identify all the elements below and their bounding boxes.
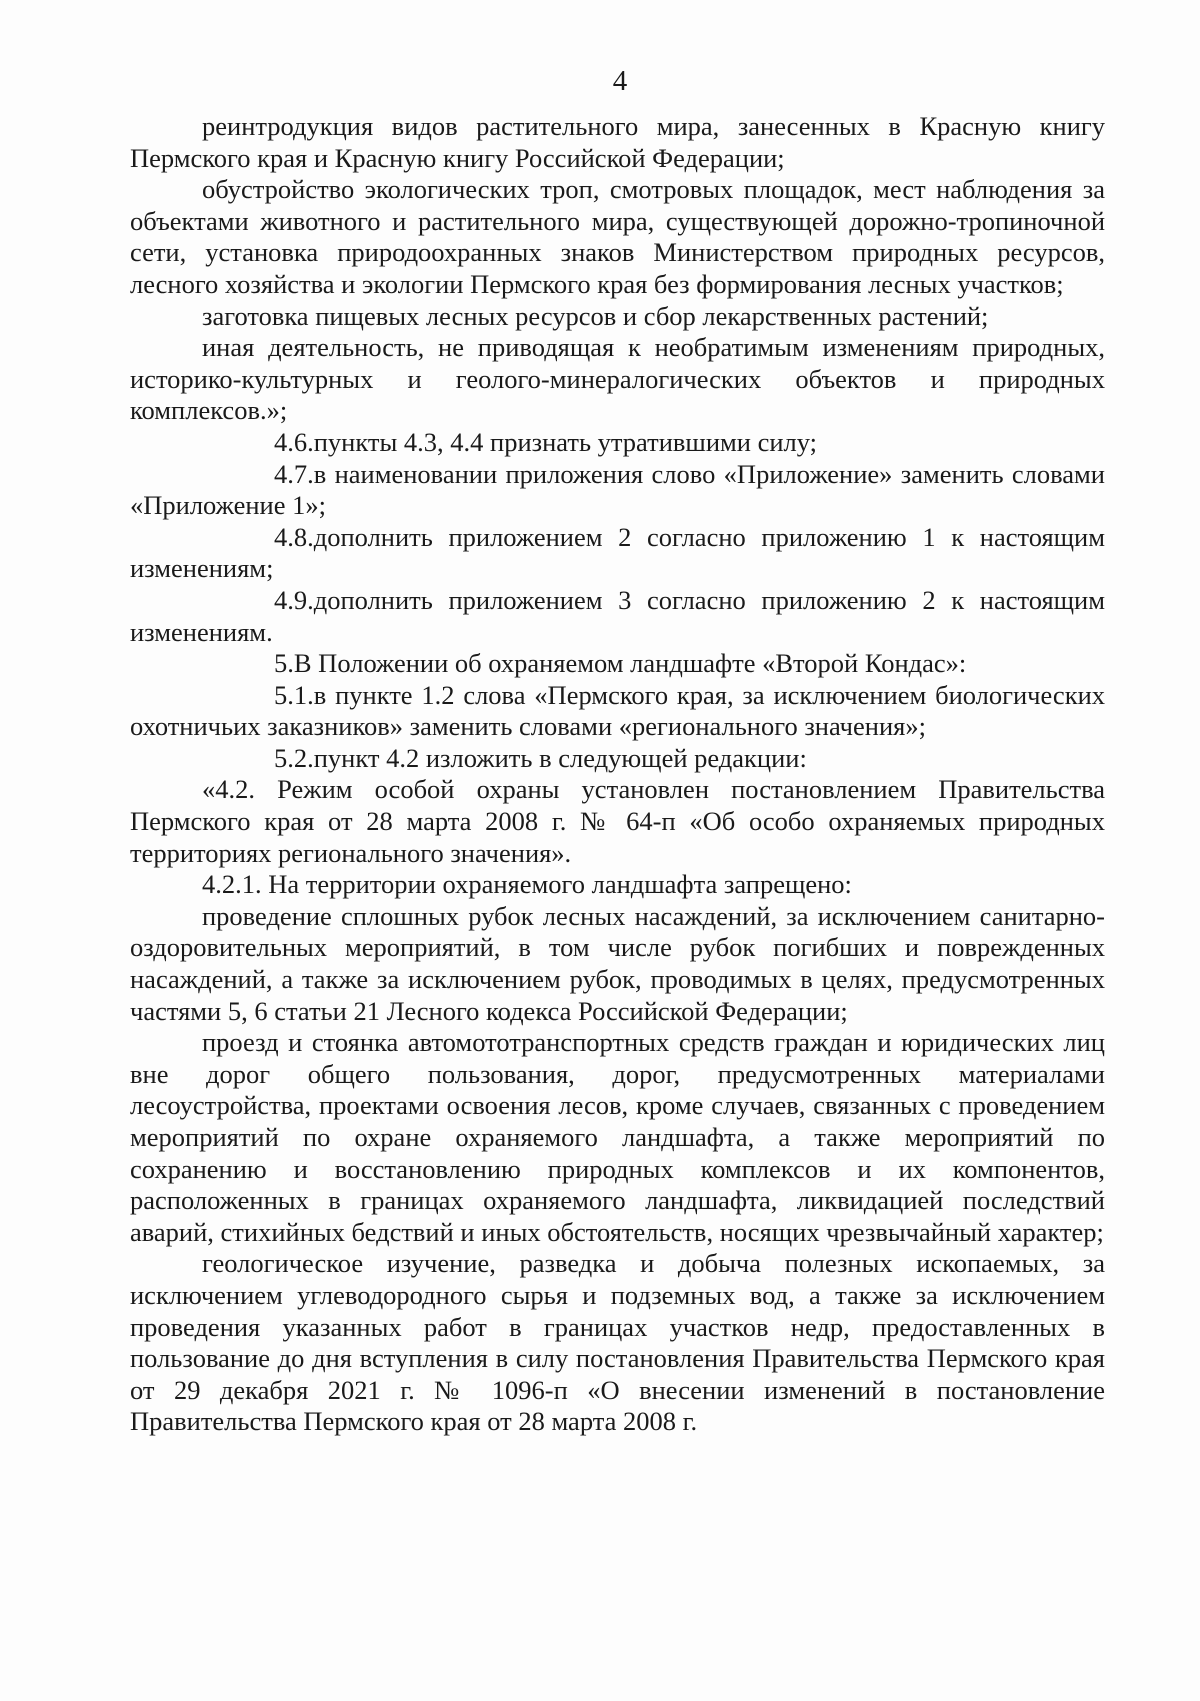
- paragraph-text: пункт 4.2 изложить в следующей редакции:: [313, 742, 807, 773]
- paragraph: [130, 332, 1105, 427]
- paragraph-number: 4.9.: [274, 584, 314, 615]
- paragraph-text: В Положении об охраняемом ландшафте «Второй Кондас»:: [293, 648, 967, 679]
- paragraph-number: 4.7.: [274, 458, 314, 489]
- paragraph-text: геологическое изучение, разведка и добыча полезных ископаемых, за исключением углеводородного сырья и подземных вод, а также за исключением проведения указанных работ в границах участков недр, предоставленных в пользование до дня вступления в силу постановления Правительства Пермского края от 29 декабря 2021 г. № 1096-п «О внесении изменений в постановление Правительства Пермского края от 28 марта 2008 г.: [130, 1248, 1105, 1437]
- paragraph: [130, 1248, 1105, 1438]
- paragraph: [130, 174, 1105, 300]
- paragraph-text: иная деятельность, не приводящая к необратимым изменениям природных, историко-культурных и геолого-минералогических объектов и природных комплексов.»;: [130, 332, 1105, 426]
- document-body: [130, 111, 1105, 1438]
- paragraph-text: 4.2.1. На территории охраняемого ландшафта запрещено:: [202, 869, 852, 900]
- paragraph-text: в пункте 1.2 слова «Пермского края, за исключением биологических охотничьих заказников» заменить словами «регионального значения»;: [130, 679, 1105, 742]
- numbered-paragraph: [130, 648, 1105, 680]
- paragraph-text: в наименовании приложения слово «Приложение» заменить словами «Приложение 1»;: [130, 458, 1105, 521]
- paragraph-text: реинтродукция видов растительного мира, занесенных в Красную книгу Пермского края и Красную книгу Российской Федерации;: [130, 111, 1105, 173]
- paragraph-text: пункты 4.3, 4.4 признать утратившими силу;: [313, 426, 818, 457]
- paragraph-number: 5.: [274, 648, 294, 679]
- paragraph: [130, 111, 1105, 174]
- paragraph-text: проведение сплошных рубок лесных насаждений, за исключением санитарно-оздоровительных мероприятий, в том числе рубок погибших и поврежденных насаждений, а также за исключением рубок, проводимых в целях, предусмотренных частями 5, 6 статьи 21 Лесного кодекса Российской Федерации;: [130, 900, 1105, 1026]
- numbered-paragraph: [130, 427, 1105, 459]
- numbered-paragraph: [130, 680, 1105, 743]
- paragraph: [130, 1027, 1105, 1248]
- paragraph-text: дополнить приложением 2 согласно приложению 1 к настоящим изменениям;: [130, 521, 1105, 584]
- numbered-paragraph: [130, 459, 1105, 522]
- paragraph: [130, 301, 1105, 333]
- paragraph-number: 5.2.: [274, 742, 314, 773]
- paragraph: [130, 774, 1105, 869]
- paragraph-number: 5.1.: [274, 679, 314, 710]
- paragraph-number: 4.8.: [274, 521, 314, 552]
- numbered-paragraph: [130, 585, 1105, 648]
- paragraph-text: проезд и стоянка автомототранспортных средств граждан и юридических лиц вне дорог общего пользования, дорог, предусмотренных материалами лесоустройства, проектами освоения лесов, кроме случаев, связанных с проведением мероприятий по охране охраняемого ландшафта, а также мероприятий по сохранению и восстановлению природных комплексов и их компонентов, расположенных в границах охраняемого ландшафта, ликвидацией последствий аварий, стихийных бедствий и иных обстоятельств, носящих чрезвычайный характер;: [130, 1027, 1105, 1247]
- paragraph: [130, 869, 1105, 901]
- page-number: 4: [612, 65, 628, 97]
- paragraph: [130, 901, 1105, 1027]
- numbered-paragraph: [130, 743, 1105, 775]
- paragraph-number: 4.6.: [274, 426, 314, 457]
- paragraph-text: дополнить приложением 3 согласно приложению 2 к настоящим изменениям.: [130, 584, 1105, 647]
- paragraph-text: обустройство экологических троп, смотровых площадок, мест наблюдения за объектами животного и растительного мира, существующей дорожно-тропиночной сети, установка природоохранных знаков Министерством природных ресурсов, лесного хозяйства и экологии Пермского края без формирования лесных участков;: [130, 174, 1105, 299]
- paragraph-text: заготовка пищевых лесных ресурсов и сбор лекарственных растений;: [202, 300, 989, 331]
- numbered-paragraph: [130, 522, 1105, 585]
- paragraph-text: «4.2. Режим особой охраны установлен постановлением Правительства Пермского края от 28 марта 2008 г. № 64-п «Об особо охраняемых природных территориях регионального значения».: [130, 774, 1105, 868]
